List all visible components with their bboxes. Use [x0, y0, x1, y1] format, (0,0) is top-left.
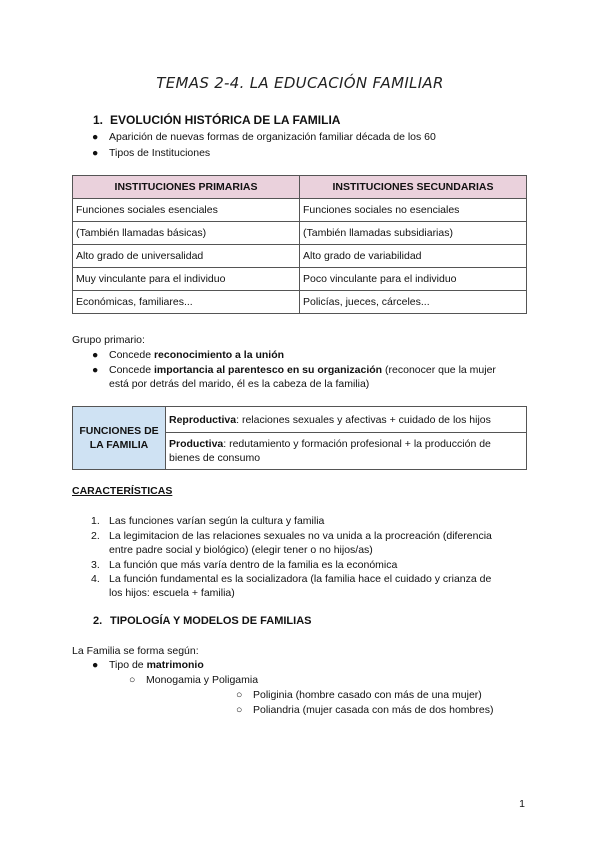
list-item	[92, 364, 529, 376]
list-item-text: Las funciones varían según la cultura y familia	[109, 515, 325, 527]
table-cell: Policías, jueces, cárceles...	[300, 291, 527, 314]
list-item	[92, 147, 211, 159]
institutions-table	[72, 175, 527, 314]
section-1-number: 1.	[93, 113, 104, 127]
list-item-bold: matrimonio	[146, 659, 204, 671]
header-primarias: INSTITUCIONES PRIMARIAS	[73, 176, 300, 199]
list-item-text: Poliginia (hombre casado con más de una mujer)	[253, 689, 482, 701]
table-cell: (También llamadas básicas)	[73, 222, 300, 245]
function-name: Reproductiva	[169, 413, 237, 426]
table-header-row	[73, 176, 527, 199]
page-number: 1	[519, 798, 525, 810]
function-desc: : relaciones sexuales y afectivas + cuidado de los hijos	[236, 413, 491, 426]
sub-list-item	[129, 674, 259, 686]
section-2-number: 2.	[93, 615, 103, 627]
bullet-dot: ●	[92, 364, 99, 376]
table-cell: Alto grado de variabilidad	[300, 245, 527, 268]
hollow-bullet: ○	[236, 689, 243, 701]
sub-sub-list-item	[236, 689, 482, 701]
caracteristicas-heading: CARACTERÍSTICAS	[72, 485, 173, 497]
list-item	[92, 131, 436, 143]
list-item-text: (reconocer que la mujer	[382, 364, 496, 376]
list-item	[91, 559, 398, 571]
section-2-heading: TIPOLOGÍA Y MODELOS DE FAMILIAS	[110, 615, 312, 627]
hollow-bullet: ○	[129, 674, 136, 686]
table-row	[73, 291, 527, 314]
section-1-heading: EVOLUCIÓN HISTÓRICA DE LA FAMILIA	[110, 113, 341, 127]
list-item	[91, 515, 325, 527]
list-number: 3.	[91, 559, 100, 571]
table-cell: (También llamadas subsidiarias)	[300, 222, 527, 245]
list-item-bold: reconocimiento a la unión	[153, 349, 285, 361]
list-number: 2.	[91, 530, 100, 542]
table-cell: Alto grado de universalidad	[73, 245, 300, 268]
hollow-bullet: ○	[236, 704, 243, 716]
bullet-dot: ●	[92, 131, 99, 143]
list-item-text: Monogamia y Poligamia	[146, 674, 259, 686]
list-item-bold: importancia al parentesco en su organización	[153, 364, 383, 376]
table-cell: Económicas, familiares...	[73, 291, 300, 314]
list-item-text: Poliandria (mujer casada con más de dos hombres)	[253, 704, 494, 716]
list-item	[91, 573, 492, 585]
list-number: 4.	[91, 573, 100, 585]
list-item-continuation: los hijos: escuela + familia)	[109, 587, 235, 599]
page-title: TEMAS 2-4. LA EDUCACIÓN FAMILIAR	[156, 74, 444, 92]
list-item-text: Aparición de nuevas formas de organización familiar década de los 60	[109, 131, 436, 143]
list-item-text: La función que más varía dentro de la familia es la económica	[109, 559, 398, 571]
table-row	[73, 245, 527, 268]
list-item	[92, 659, 204, 671]
functions-table	[72, 406, 527, 470]
bullet-dot: ●	[92, 659, 99, 671]
table-cell	[166, 433, 527, 470]
table-cell	[166, 407, 527, 433]
table-cell: Funciones sociales no esenciales	[300, 199, 527, 222]
table-row	[73, 222, 527, 245]
table-row	[73, 268, 527, 291]
table-cell: Muy vinculante para el individuo	[73, 268, 300, 291]
function-name: Productiva	[169, 438, 224, 450]
table-row	[73, 407, 527, 433]
list-item	[92, 349, 285, 361]
table-row	[73, 199, 527, 222]
bullet-dot: ●	[92, 147, 99, 159]
bullet-dot: ●	[92, 349, 99, 361]
list-item-continuation: está por detrás del marido, él es la cabeza de la familia)	[109, 378, 370, 390]
list-item-continuation: entre padre social y biológico) (elegir tener o no hijos/as)	[109, 544, 373, 556]
grupo-primario-intro: Grupo primario:	[72, 334, 145, 346]
sub-sub-list-item	[236, 704, 494, 716]
table-cell: Funciones sociales esenciales	[73, 199, 300, 222]
table-cell: Poco vinculante para el individuo	[300, 268, 527, 291]
list-item-text: Concede	[109, 364, 154, 376]
list-number: 1.	[91, 515, 100, 527]
functions-head-cell: FUNCIONES DE LA FAMILIA	[73, 407, 166, 470]
section-2-intro: La Familia se forma según:	[72, 645, 199, 657]
list-item-text: Tipos de Instituciones	[109, 147, 211, 159]
function-desc: : redutamiento y formación profesional + la producción de bienes de consumo	[169, 438, 491, 464]
list-item-text: Tipo de	[109, 659, 147, 671]
list-item-text: La función fundamental es la socializadora (la familia hace el cuidado y crianza de	[109, 573, 492, 585]
header-secundarias: INSTITUCIONES SECUNDARIAS	[300, 176, 527, 199]
list-item	[91, 530, 492, 542]
list-item-text: La legimitacion de las relaciones sexuales no va unida a la procreación (diferencia	[109, 530, 492, 542]
list-item-text: Concede	[109, 349, 154, 361]
